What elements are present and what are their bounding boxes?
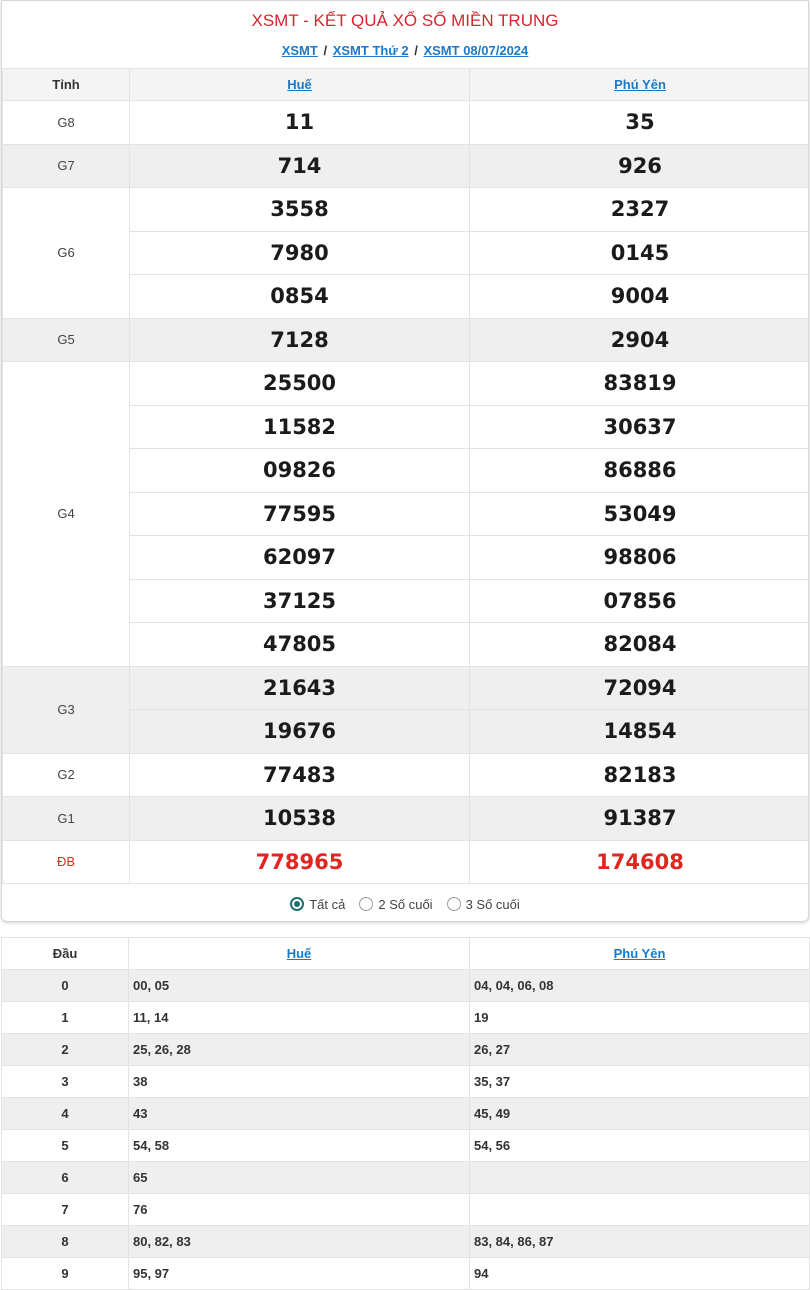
result-number-phu-yen: 2327 (470, 188, 810, 232)
digit-filter (2, 884, 808, 922)
result-number-hue: 47805 (130, 623, 470, 667)
result-number-hue: 714 (130, 144, 470, 188)
dau-province-link-hue[interactable]: Huế (286, 946, 312, 961)
dau-values-phu-yen (470, 1162, 810, 1194)
prize-row (3, 318, 810, 362)
result-number-hue: 62097 (130, 536, 470, 580)
result-number-hue: 11 (130, 101, 470, 145)
result-number-hue: 3558 (130, 188, 470, 232)
dau-row (2, 970, 810, 1002)
dau-province-link-phu-yen[interactable]: Phú Yên (613, 946, 666, 961)
dau-header-row (2, 938, 810, 970)
result-number-phu-yen: 91387 (470, 797, 810, 841)
dau-row (2, 1002, 810, 1034)
radio-button[interactable] (359, 897, 373, 911)
dau-row (2, 1162, 810, 1194)
result-number-hue: 25500 (130, 362, 470, 406)
result-number-hue: 37125 (130, 579, 470, 623)
dau-values-phu-yen: 26, 27 (470, 1034, 810, 1066)
result-number-hue: 0854 (130, 275, 470, 319)
dau-values-hue: 54, 58 (129, 1130, 470, 1162)
prize-row (3, 101, 810, 145)
dau-row (2, 1194, 810, 1226)
dau-row (2, 1226, 810, 1258)
filter-option-label: Tất cả (309, 896, 346, 912)
dau-head-digit: 8 (2, 1226, 129, 1258)
breadcrumb-link-xsmt[interactable]: XSMT (281, 43, 318, 58)
dau-values-phu-yen: 45, 49 (470, 1098, 810, 1130)
prize-label: G8 (3, 101, 130, 145)
dau-values-phu-yen: 94 (470, 1258, 810, 1290)
filter-option-label: 3 Số cuối (465, 896, 520, 912)
result-number-hue: 7980 (130, 231, 470, 275)
province-column-header: Tỉnh (3, 69, 130, 101)
prize-label: G4 (3, 362, 130, 667)
dau-head-digit: 1 (2, 1002, 129, 1034)
breadcrumb-link-weekday[interactable]: XSMT Thứ 2 (332, 43, 409, 58)
breadcrumb-separator: / (323, 43, 328, 58)
dau-values-phu-yen (470, 1194, 810, 1226)
breadcrumb (2, 38, 808, 68)
dau-values-hue: 38 (129, 1066, 470, 1098)
dau-values-hue: 25, 26, 28 (129, 1034, 470, 1066)
prize-row (3, 666, 810, 710)
radio-button[interactable] (447, 897, 461, 911)
prize-row (3, 753, 810, 797)
dau-row (2, 1098, 810, 1130)
dau-values-phu-yen: 54, 56 (470, 1130, 810, 1162)
result-number-phu-yen: 82084 (470, 623, 810, 667)
result-number-phu-yen: 35 (470, 101, 810, 145)
result-number-phu-yen: 82183 (470, 753, 810, 797)
radio-button[interactable] (290, 897, 304, 911)
result-number-hue: 19676 (130, 710, 470, 754)
result-number-phu-yen: 0145 (470, 231, 810, 275)
dau-table (1, 937, 810, 1290)
prize-row (3, 362, 810, 406)
dau-row (2, 1066, 810, 1098)
dau-head-digit: 0 (2, 970, 129, 1002)
dau-column-header: Đầu (2, 938, 129, 970)
result-number-phu-yen: 926 (470, 144, 810, 188)
result-number-hue: 778965 (130, 840, 470, 884)
dau-head-digit: 5 (2, 1130, 129, 1162)
results-header-row (3, 69, 810, 101)
filter-option-1[interactable] (359, 897, 432, 912)
prize-label: G6 (3, 188, 130, 319)
dau-values-hue: 43 (129, 1098, 470, 1130)
result-number-hue: 11582 (130, 405, 470, 449)
result-number-phu-yen: 30637 (470, 405, 810, 449)
dau-head-digit: 6 (2, 1162, 129, 1194)
province-link-hue[interactable]: Huế (287, 77, 312, 92)
dau-values-phu-yen: 83, 84, 86, 87 (470, 1226, 810, 1258)
prize-row (3, 188, 810, 232)
breadcrumb-link-date[interactable]: XSMT 08/07/2024 (423, 43, 529, 58)
dau-values-hue: 65 (129, 1162, 470, 1194)
dau-head-digit: 3 (2, 1066, 129, 1098)
prize-row (3, 144, 810, 188)
dau-values-hue: 76 (129, 1194, 470, 1226)
result-number-phu-yen: 86886 (470, 449, 810, 493)
prize-label: G2 (3, 753, 130, 797)
prize-label: G7 (3, 144, 130, 188)
province-link-phu-yen[interactable]: Phú Yên (614, 77, 666, 92)
dau-body (2, 970, 810, 1290)
dau-head-digit: 7 (2, 1194, 129, 1226)
dau-values-phu-yen: 35, 37 (470, 1066, 810, 1098)
prize-row (3, 797, 810, 841)
result-number-hue: 77595 (130, 492, 470, 536)
dau-values-hue: 00, 05 (129, 970, 470, 1002)
result-number-hue: 09826 (130, 449, 470, 493)
results-body (3, 101, 810, 884)
filter-option-2[interactable] (447, 897, 520, 912)
dau-head-digit: 9 (2, 1258, 129, 1290)
result-number-hue: 21643 (130, 666, 470, 710)
prize-label: ĐB (3, 840, 130, 884)
dau-values-phu-yen: 19 (470, 1002, 810, 1034)
result-number-phu-yen: 2904 (470, 318, 810, 362)
filter-option-label: 2 Số cuối (378, 896, 433, 912)
dau-values-hue: 95, 97 (129, 1258, 470, 1290)
dau-row (2, 1130, 810, 1162)
result-number-phu-yen: 14854 (470, 710, 810, 754)
dau-head-digit: 4 (2, 1098, 129, 1130)
result-number-phu-yen: 83819 (470, 362, 810, 406)
prize-row (3, 840, 810, 884)
result-number-phu-yen: 98806 (470, 536, 810, 580)
result-number-hue: 77483 (130, 753, 470, 797)
results-card (1, 0, 809, 922)
dau-row (2, 1258, 810, 1290)
result-number-phu-yen: 53049 (470, 492, 810, 536)
breadcrumb-separator: / (414, 43, 418, 58)
prize-label: G3 (3, 666, 130, 753)
result-number-phu-yen: 9004 (470, 275, 810, 319)
result-number-phu-yen: 72094 (470, 666, 810, 710)
prize-label: G1 (3, 797, 130, 841)
filter-option-0[interactable] (290, 897, 345, 912)
dau-row (2, 1034, 810, 1066)
result-number-phu-yen: 174608 (470, 840, 810, 884)
result-number-hue: 7128 (130, 318, 470, 362)
prize-label: G5 (3, 318, 130, 362)
dau-values-hue: 11, 14 (129, 1002, 470, 1034)
result-number-phu-yen: 07856 (470, 579, 810, 623)
dau-values-phu-yen: 04, 04, 06, 08 (470, 970, 810, 1002)
dau-values-hue: 80, 82, 83 (129, 1226, 470, 1258)
results-table (2, 68, 809, 884)
dau-head-digit: 2 (2, 1034, 129, 1066)
result-number-hue: 10538 (130, 797, 470, 841)
page-title: XSMT - KẾT QUẢ XỔ SỐ MIỀN TRUNG (251, 11, 559, 30)
